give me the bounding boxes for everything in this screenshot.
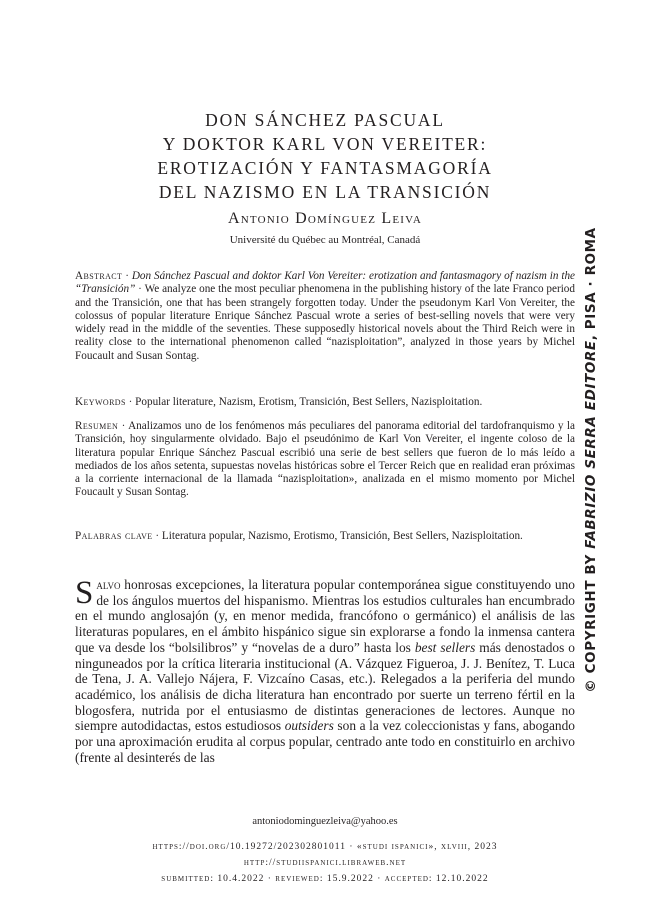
palabras-label: Palabras clave (75, 530, 153, 542)
copyright-prefix: © COPYRIGHT BY (583, 548, 599, 693)
title-line: DEL NAZISMO EN LA TRANSICIÓN (158, 182, 492, 202)
title-line: Y DOKTOR KARL VON VEREITER: (162, 134, 488, 154)
keywords-label: Keywords (75, 396, 126, 408)
resumen-label: Resumen (75, 420, 119, 432)
abstract (75, 270, 575, 363)
copyright-notice (583, 220, 601, 700)
title-line: DON SÁNCHEZ PASCUAL (205, 110, 445, 130)
body-italic-1: best sellers (414, 639, 476, 655)
copyright-publisher: FABRIZIO SERRA EDITORE (583, 340, 599, 549)
abstract-text: We analyze one the most peculiar phenomena in the publishing history of the late Franco period and the Transición, one that has been strangely forgotten today. Under the pseudonym Karl Von Vereiter, the colossus of popular literature Enrique Sánchez Pascual wrote a series of best-selling novels that were very widely read in the middle of the seventies. These supposedly historical novels about the Third Reich were in reality close to the international phenomenon called “nazisploitation”, analyzed in those years by Michel Foucault and Susan Sontag. (75, 283, 575, 362)
palabras-text: Literatura popular, Nazismo, Erotismo, Transición, Best Sellers, Nazisploitation. (161, 530, 523, 542)
keywords-text: Popular literature, Nazism, Erotism, Transición, Best Sellers, Nazisploitation. (135, 396, 483, 408)
doi-line: https://doi.org/10.19272/202302801011 · «studi ispanici», xlviii, 2023 (152, 842, 498, 852)
separator: · (152, 530, 162, 542)
body-text-3: son a la vez coleccionistas y fans, abogando por una aproximación erudita al corpus popular, centrado ante todo en constituirlo en archivo (frente al desinterés de las (75, 718, 575, 765)
abstract-title: Don Sánchez Pascual and doktor Karl Von Vereiter: erotization and fantasmagory of nazism in the “Transición” (75, 270, 576, 296)
body-text-1: honrosas excepciones, la literatura popular contemporánea sigue constituyendo uno de los ángulos muertos del hispanismo. Mientras los estudios culturales han encumbrado en el mundo anglosajón (y, en menor medida, francófono o germánico) el análisis de las literaturas populares, en el ámbito hispánico sigue sin explorarse a fondo la inmensa cantera que va desde los “bolsilibros” y “novelas de a duro” hasta los (75, 577, 575, 655)
resumen-text: Analizamos uno de los fenómenos más peculiares del panorama editorial del tardofranquismo y la Transición, hoy singularmente olvidado. Bajo el pseudónimo de Karl Von Vereiter, el ingente coloso de la literatura popular Enrique Sánchez Pascual escribió una serie de best sellers que fueron de lo más leído a mediados de los años setenta, supuestas novelas históricas sobre el Tercer Reich que en realidad eran próximas a la corriente internacional de la llamada “nazisploitation», analizada en el mismo momento por Michel Foucault y Susan Sontag. (75, 420, 576, 499)
abstract-label: Abstract (75, 270, 123, 282)
submission-dates: submitted: 10.4.2022 · reviewed: 15.9.2022 · accepted: 12.10.2022 (161, 874, 489, 884)
separator: · (125, 396, 136, 408)
separator: · (122, 270, 132, 282)
first-word: alvo (96, 577, 121, 592)
drop-cap: S (75, 575, 94, 611)
resumen (75, 420, 575, 500)
body-italic-2: outsiders (284, 718, 334, 734)
separator: · (118, 420, 129, 432)
palabras-clave (75, 530, 575, 543)
article-title (75, 108, 575, 204)
author-affiliation: Université du Québec au Montréal, Canadá (229, 234, 421, 246)
author-email: antoniodominguezleiva@yahoo.es (252, 816, 398, 827)
title-line: EROTIZACIÓN Y FANTASMAGORÍA (157, 158, 493, 178)
journal-url: http://studiispanici.libraweb.net (243, 858, 407, 868)
separator: · (135, 283, 145, 296)
body-paragraph (75, 577, 575, 765)
copyright-suffix: , PISA · ROMA (583, 227, 599, 341)
keywords (75, 396, 575, 409)
body-text-2: más denostados o ninguneados por la crítica literaria institucional (A. Vázquez Figueroa, J. J. Benítez, T. Luca de Tena, J. A. Vallejo Nájera, F. Vizcaíno Casas, etc.). Relegados a la periferia del mundo académico, los análisis de dicha literatura han encontrado por suerte un terreno fértil en la blogosfera, nutrida por el entusiasmo de distintas generaciones de lectores. Aunque no siempre autodidactas, estos estudiosos (75, 639, 575, 734)
author-name: Antonio Domínguez Leiva (228, 210, 422, 227)
